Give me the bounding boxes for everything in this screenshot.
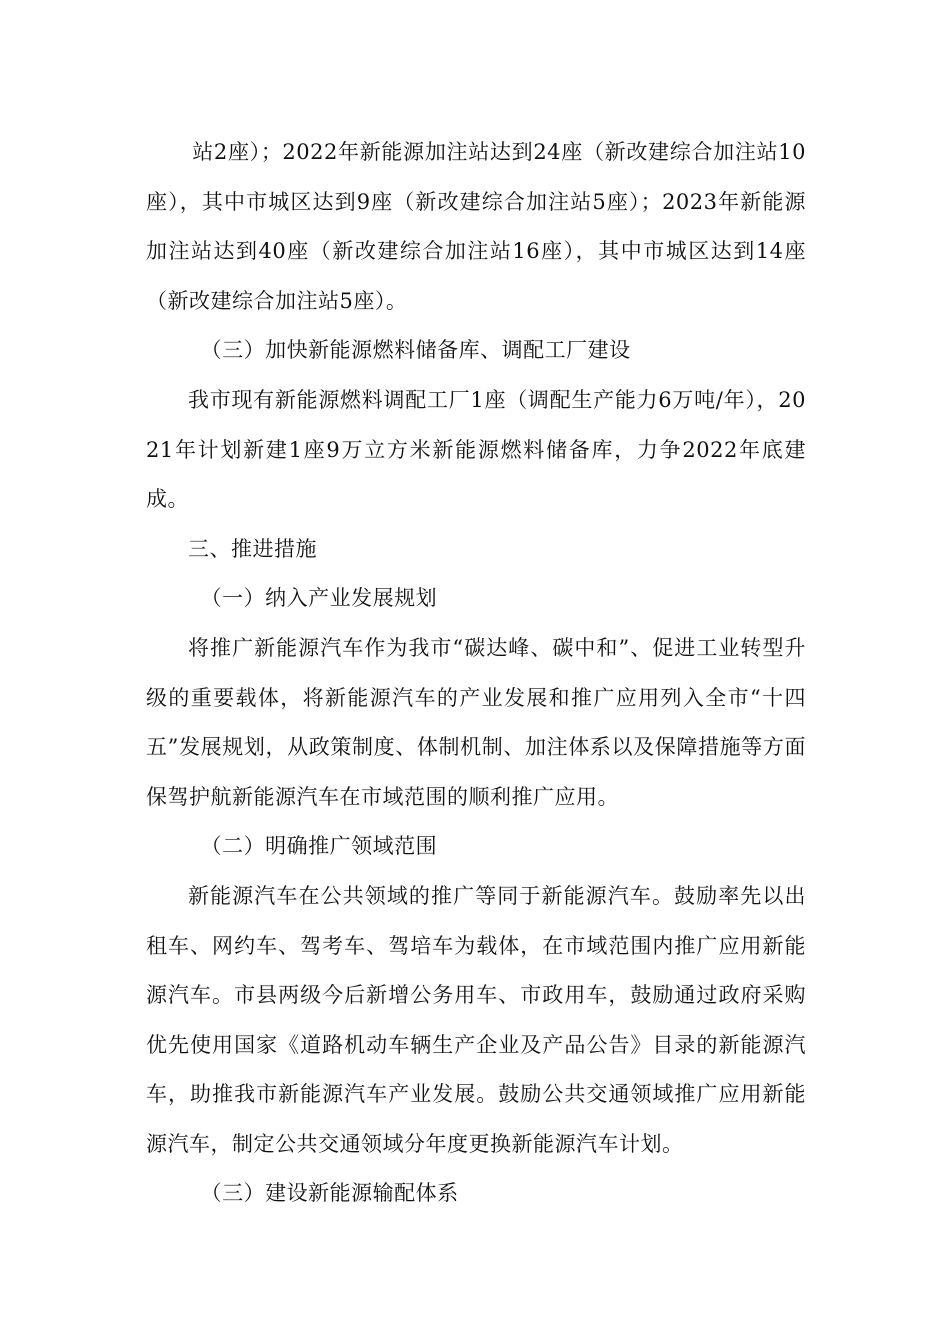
paragraph-station-targets: 站2座）；2022年新能源加注站达到24座（新改建综合加注站10座），其中市城区达到9座（新改建综合加注站5座）；2023年新能源加注站达到40座（新改建综合加注站16座），其中市城区达到14座（新改建综合加注站5座）。 — [146, 140, 806, 313]
subheading-promotion-scope: （二）明确推广领域范围 — [200, 834, 438, 859]
subheading-fuel-reserve: （三）加快新能源燃料储备库、调配工厂建设 — [200, 338, 631, 363]
paragraph-industry-planning: 将推广新能源汽车作为我市“碳达峰、碳中和”、促进工业转型升级的重要载体，将新能源汽车的产业发展和推广应用列入全市“十四五”发展规划，从政策制度、体制机制、加注体系以及保障措施等方面保驾护航新能源汽车在市域范围的顺利推广应用。 — [146, 635, 806, 809]
subheading-industry-planning: （一）纳入产业发展规划 — [200, 586, 438, 611]
paragraph-promotion-scope: 新能源汽车在公共领域的推广等同于新能源汽车。鼓励率先以出租车、网约车、驾考车、驾培车为载体，在市域范围内推广应用新能源汽车。市县两级今后新增公务用车、市政用车，鼓励通过政府采购优先使用国家《道路机动车辆生产企业及产品公告》目录的新能源汽车，助推我市新能源汽车产业发展。鼓励公共交通领域推广应用新能源汽车，制定公共交通领域分年度更换新能源汽车计划。 — [146, 883, 806, 1156]
paragraph-fuel-factory: 我市现有新能源燃料调配工厂1座（调配生产能力6万吨/年），2021年计划新建1座9万立方米新能源燃料储备库，力争2022年底建成。 — [146, 387, 806, 512]
heading-measures: 三、推进措施 — [188, 536, 317, 561]
document-body — [146, 128, 806, 1219]
subheading-distribution-system: （三）建设新能源输配体系 — [200, 1181, 459, 1206]
